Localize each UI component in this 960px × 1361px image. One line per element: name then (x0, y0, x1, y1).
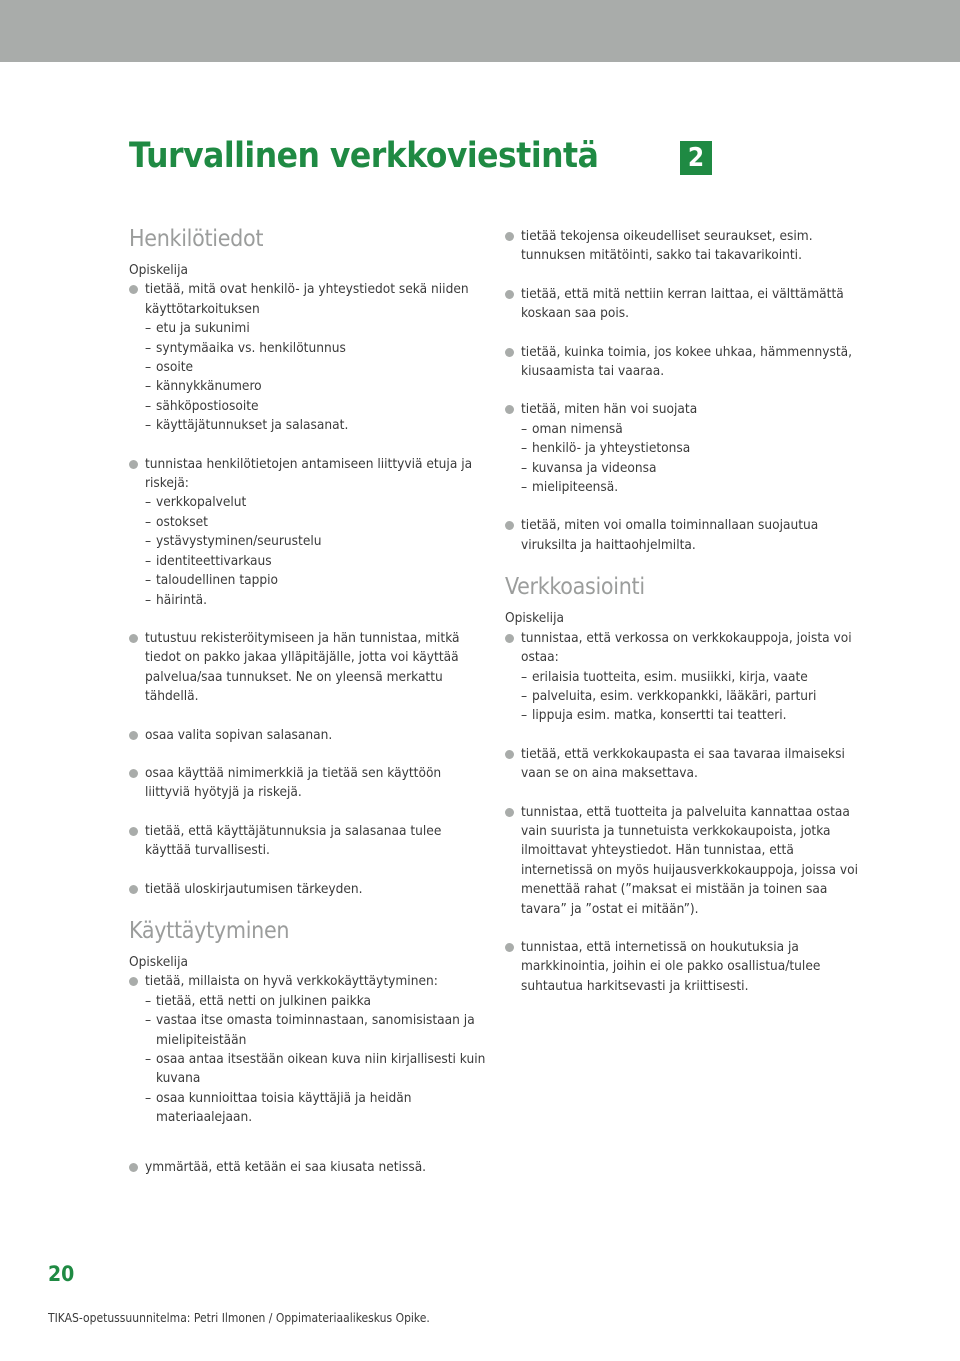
sub-item-text: häirintä. (156, 591, 207, 608)
sub-list-item (145, 1050, 489, 1089)
sub-list-item (145, 1089, 489, 1128)
dash-icon: – (145, 1012, 152, 1029)
page-number: 20 (48, 1262, 75, 1286)
bullet-dot-icon (505, 290, 514, 299)
dash-icon: – (521, 668, 528, 685)
bullet-text: tietää, että mitä nettiin kerran laittaa, ei välttämättä koskaan saa pois. (521, 285, 844, 322)
sub-list-item (145, 339, 489, 358)
section-label: Opiskelija (505, 610, 564, 627)
list-item (129, 629, 489, 707)
bullet-dot-icon (129, 731, 138, 740)
list-item (129, 764, 489, 803)
bullet-dot-icon (505, 750, 514, 759)
sub-list-item (521, 439, 865, 458)
top-bar (0, 0, 960, 62)
dash-icon: – (521, 420, 528, 437)
sub-item-text: kännykkänumero (156, 378, 262, 395)
dash-icon: – (145, 378, 152, 395)
section-label: Opiskelija (129, 953, 188, 970)
bullet-dot-icon (505, 634, 514, 643)
sub-list-item (521, 687, 865, 706)
bullet-list (505, 629, 865, 997)
dash-icon: – (521, 440, 528, 457)
bullet-dot-icon (129, 977, 138, 986)
sub-item-text: lippuja esim. matka, konsertti tai teatteri. (532, 707, 787, 724)
list-item (129, 726, 489, 745)
dash-icon: – (145, 359, 152, 376)
section-heading: Verkkoasiointi (505, 574, 645, 601)
bullet-dot-icon (505, 521, 514, 530)
sub-item-text: osaa antaa itsestään oikean kuva niin kirjallisesti kuin kuvana (156, 1051, 486, 1087)
sub-item-text: etu ja sukunimi (156, 320, 250, 337)
sub-item-text: osoite (156, 359, 194, 376)
bullet-dot-icon (505, 943, 514, 952)
dash-icon: – (145, 1089, 152, 1106)
sub-item-text: palveluita, esim. verkkopankki, lääkäri, parturi (532, 687, 817, 704)
dash-icon: – (145, 1051, 152, 1067)
sub-item-text: tietää, että netti on julkinen paikka (156, 992, 372, 1009)
sub-item-text: mielipiteensä. (532, 479, 619, 496)
bullet-dot-icon (505, 405, 514, 414)
dash-icon: – (521, 459, 528, 476)
bullet-text: tutustuu rekisteröitymiseen ja hän tunnistaa, mitkä tiedot on pakko jakaa ylläpitäjälle, jotta voi käyttää palvelua/saa tunnukset. Ne on yleensä merkattu tähdellä. (145, 629, 460, 705)
bullet-text: tietää, miten voi omalla toiminnallaan suojautua viruksilta ja haittaohjelmilta. (521, 517, 819, 553)
section-verkkoasiointi (505, 574, 865, 996)
final-bullet (129, 1158, 729, 1177)
section-kayttaytyminen (129, 918, 489, 1128)
section-label: Opiskelija (129, 262, 188, 278)
bullet-text: osaa valita sopivan salasanan. (145, 726, 333, 743)
bullet-text: tietää, miten hän voi suojata (521, 401, 698, 418)
bullet-text: tietää, että käyttäjätunnuksia ja salasanaa tulee käyttää turvallisesti. (145, 822, 442, 859)
bullet-text: tunnistaa, että verkossa on verkkokauppoja, joista voi ostaa: (521, 629, 852, 666)
sub-item-text: käyttäjätunnukset ja salasanat. (156, 417, 349, 434)
bullet-dot-icon (505, 808, 514, 817)
sub-item-text: verkkopalvelut (156, 494, 247, 511)
bullet-list (505, 227, 865, 555)
dash-icon: – (145, 320, 152, 337)
bullet-dot-icon (505, 232, 514, 241)
footer-credit: TIKAS-opetussuunnitelma: Petri Ilmonen / Oppimateriaalikeskus Opike. (48, 1311, 430, 1325)
page-title: Turvallinen verkkoviestintä (129, 136, 599, 176)
bullet-dot-icon (129, 285, 138, 294)
list-item (505, 938, 865, 996)
list-item (505, 227, 865, 266)
sub-list-item (145, 493, 489, 512)
list-item (505, 400, 865, 497)
sub-item-text: vastaa itse omasta toiminnastaan, sanomisistaan ja mielipiteistään (156, 1012, 475, 1048)
dash-icon: – (145, 417, 152, 434)
sub-list-item (521, 668, 865, 687)
sub-item-text: oman nimensä (532, 420, 623, 437)
sub-list-item (145, 1011, 489, 1050)
sub-item-text: syntymäaika vs. henkilötunnus (156, 339, 346, 356)
sub-item-text: sähköpostiosoite (156, 397, 259, 414)
bullet-text: tietää uloskirjautumisen tärkeyden. (145, 880, 363, 897)
sub-list-item (145, 397, 489, 416)
section-heading: Henkilötiedot (129, 226, 264, 252)
sub-list-item (145, 319, 489, 338)
sub-item-text: taloudellinen tappio (156, 572, 279, 589)
bullet-dot-icon (129, 885, 138, 894)
sub-list-item (145, 992, 489, 1011)
bullet-text: tietää, että verkkokaupasta ei saa tavaraa ilmaiseksi vaan se on aina maksettava. (521, 745, 845, 782)
sub-list-item (145, 552, 489, 571)
dash-icon: – (521, 687, 528, 704)
sub-item-text: osaa kunnioittaa toisia käyttäjiä ja heidän materiaalejaan. (156, 1089, 412, 1126)
right-column (505, 227, 865, 1015)
dash-icon: – (145, 339, 152, 356)
bullet-dot-icon (129, 1163, 138, 1172)
dash-icon: – (145, 533, 152, 550)
list-item (129, 880, 489, 899)
section-henkilotiedot (129, 226, 489, 899)
section-heading: Käyttäytyminen (129, 917, 290, 944)
list-item (505, 343, 865, 382)
list-item (129, 972, 489, 1127)
sub-list-item (145, 358, 489, 377)
dash-icon: – (145, 397, 152, 414)
bullet-text: osaa käyttää nimimerkkiä ja tietää sen käyttöön liittyviä hyötyjä ja riskejä. (145, 764, 442, 801)
sub-item-text: erilaisia tuotteita, esim. musiikki, kirja, vaate (532, 668, 808, 685)
bullet-dot-icon (129, 827, 138, 836)
bullet-dot-icon (129, 460, 138, 469)
bullet-text: ymmärtää, että ketään ei saa kiusata netissä. (145, 1159, 427, 1175)
list-item (505, 285, 865, 324)
dash-icon: – (145, 494, 152, 511)
bullet-dot-icon (129, 634, 138, 643)
bullet-text: tietää, mitä ovat henkilö- ja yhteystiedot sekä niiden käyttötarkoituksen (145, 281, 469, 317)
sub-item-text: henkilö- ja yhteystietonsa (532, 440, 691, 457)
sub-list-item (521, 459, 865, 478)
sub-list-item (145, 513, 489, 532)
dash-icon: – (521, 479, 528, 496)
sub-list-item (145, 416, 489, 435)
section-right-top (505, 227, 865, 555)
bullet-text: tietää, millaista on hyvä verkkokäyttäytyminen: (145, 973, 438, 990)
sub-list-item (145, 377, 489, 396)
dash-icon: – (521, 707, 528, 724)
sub-item-text: identiteettivarkaus (156, 552, 272, 569)
bullet-text: tunnistaa, että internetissä on houkutuksia ja markkinointia, joihin ei ole pakko osallistua/tulee suhtautua harkitsevasti ja kriittisesti. (521, 938, 821, 994)
dash-icon: – (145, 513, 152, 530)
sub-list-item (521, 420, 865, 439)
sub-list-item (145, 532, 489, 551)
bullet-text: tietää, kuinka toimia, jos kokee uhkaa, hämmennystä, kiusaamista tai vaaraa. (521, 343, 853, 380)
sub-list-item (145, 591, 489, 610)
sub-item-text: ostokset (156, 513, 208, 530)
list-item (129, 455, 489, 610)
list-item (505, 516, 865, 555)
dash-icon: – (145, 552, 152, 569)
chapter-badge: 2 (680, 141, 712, 175)
dash-icon: – (145, 572, 152, 589)
bullet-dot-icon (129, 769, 138, 778)
bullet-dot-icon (505, 348, 514, 357)
bullet-list (129, 972, 489, 1127)
bullet-text: tietää tekojensa oikeudelliset seuraukset, esim. tunnuksen mitätöinti, sakko tai takavarikointi. (521, 228, 813, 264)
sub-item-text: kuvansa ja videonsa (532, 459, 657, 476)
sub-list-item (145, 571, 489, 590)
list-item (505, 745, 865, 784)
dash-icon: – (145, 591, 152, 608)
list-item (505, 803, 865, 919)
list-item (129, 822, 489, 861)
sub-list-item (521, 478, 865, 497)
list-item (505, 629, 865, 726)
list-item (129, 1158, 729, 1177)
dash-icon: – (145, 992, 152, 1009)
bullet-list (129, 280, 489, 899)
bullet-text: tunnistaa henkilötietojen antamiseen liittyviä etuja ja riskejä: (145, 455, 473, 492)
bullet-text: tunnistaa, että tuotteita ja palveluita kannattaa ostaa vain suurista ja tunnetuista verkkokaupoista, jotka ilmoittavat yhteystiedot. Hän tunnistaa, että internetissä on myös huijausverkkokauppoja, joissa voi menettää rahat (”maksat ei mistään ja toinen saa tavara” ja ”ostat ei mitään”). (521, 803, 858, 917)
sub-item-text: ystävystyminen/seurustelu (156, 533, 322, 550)
left-column (129, 226, 489, 1147)
list-item (129, 280, 489, 435)
sub-list-item (521, 706, 865, 725)
